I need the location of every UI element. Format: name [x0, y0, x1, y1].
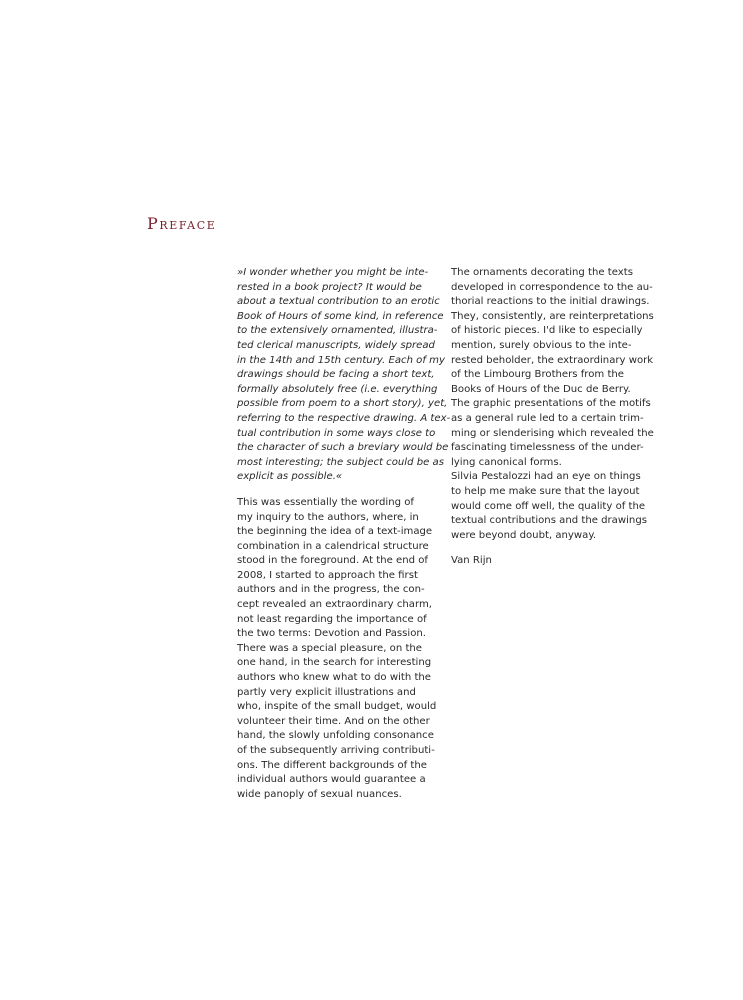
body-line: mention, surely obvious to the inte- — [451, 339, 632, 351]
body-line: partly very explicit illustrations and — [237, 686, 416, 698]
quote-line: possible from poem to a short story), yet, — [237, 398, 448, 410]
quote-paragraph — [237, 266, 449, 485]
quote-line: tual contribution in some ways close to — [237, 427, 436, 439]
body-line: fascinating timelessness of the under- — [451, 442, 644, 454]
body-line: thorial reactions to the initial drawings. — [451, 296, 650, 308]
body-line: volunteer their time. And on the other — [237, 715, 430, 727]
signature: Van Rijn — [451, 555, 492, 567]
body-line: The ornaments decorating the texts — [451, 267, 633, 278]
body-line: combination in a calendrical structure — [237, 540, 429, 552]
body-line: The graphic presentations of the motifs — [451, 398, 651, 410]
quote-line: drawings should be facing a short text, — [237, 369, 435, 381]
body-line: They, consistently, are reinterpretations — [451, 310, 654, 322]
body-line: lying canonical forms. — [451, 456, 562, 468]
body-line: of the Limbourg Brothers from the — [451, 369, 625, 381]
right-column — [451, 266, 663, 569]
body-line: who, inspite of the small budget, would — [237, 701, 437, 713]
body-paragraph-left — [237, 496, 449, 802]
left-column — [237, 266, 449, 802]
body-line: would come off well, the quality of the — [451, 500, 646, 512]
body-line: of historic pieces. I'd like to especially — [451, 325, 643, 337]
body-paragraph-right — [451, 266, 663, 543]
quote-line: ted clerical manuscripts, widely spread — [237, 339, 435, 351]
body-line: authors who knew what to do with the — [237, 672, 432, 684]
quote-line: in the 14th and 15th century. Each of my — [237, 354, 445, 366]
body-line: of the subsequently arriving contributi- — [237, 745, 435, 756]
body-line: developed in correspondence to the au- — [451, 281, 653, 293]
quote-line: Book of Hours of some kind, in reference — [237, 310, 444, 322]
quote-line: most interesting; the subject could be as — [237, 456, 444, 468]
body-line: textual contributions and the drawings — [451, 515, 647, 527]
body-line: stood in the foreground. At the end of — [237, 555, 428, 567]
body-line: individual authors would guarantee a — [237, 774, 426, 786]
body-line: to help me make sure that the layout — [451, 485, 640, 497]
body-line: the two terms: Devotion and Passion. — [237, 628, 427, 640]
quote-line: »I wonder whether you might be inte- — [237, 267, 429, 278]
quote-line: rested in a book project? It would be — [237, 281, 422, 293]
body-line: ming or slenderising which revealed the — [451, 427, 654, 439]
body-line: not least regarding the importance of — [237, 613, 427, 625]
body-line: 2008, I started to approach the first — [237, 569, 418, 581]
quote-line: about a textual contribution to an erotic — [237, 296, 440, 308]
body-line: This was essentially the wording of — [237, 496, 414, 508]
body-line: were beyond doubt, anyway. — [451, 529, 597, 541]
page-title: Preface — [147, 214, 217, 233]
body-line: cept revealed an extraordinary charm, — [237, 599, 432, 611]
body-line: the beginning the idea of a text-image — [237, 526, 433, 538]
body-line: Silvia Pestalozzi had an eye on things — [451, 471, 641, 483]
body-line: Books of Hours of the Duc de Berry. — [451, 383, 631, 395]
quote-line: explicit as possible.« — [237, 471, 343, 483]
body-line: rested beholder, the extraordinary work — [451, 354, 654, 366]
body-line: authors and in the progress, the con- — [237, 584, 425, 596]
body-line: ons. The different backgrounds of the — [237, 759, 427, 771]
body-line: hand, the slowly unfolding consonance — [237, 730, 434, 742]
quote-line: to the extensively ornamented, illustra- — [237, 325, 438, 337]
body-line: my inquiry to the authors, where, in — [237, 511, 419, 523]
quote-line: referring to the respective drawing. A tex- — [237, 412, 451, 424]
body-line: one hand, in the search for interesting — [237, 657, 432, 669]
body-line: wide panoply of sexual nuances. — [237, 788, 402, 800]
quote-line: formally absolutely free (i.e. everything — [237, 383, 438, 395]
body-line: There was a special pleasure, on the — [237, 642, 423, 654]
quote-line: the character of such a breviary would be — [237, 442, 449, 454]
body-line: as a general rule led to a certain trim- — [451, 412, 644, 424]
